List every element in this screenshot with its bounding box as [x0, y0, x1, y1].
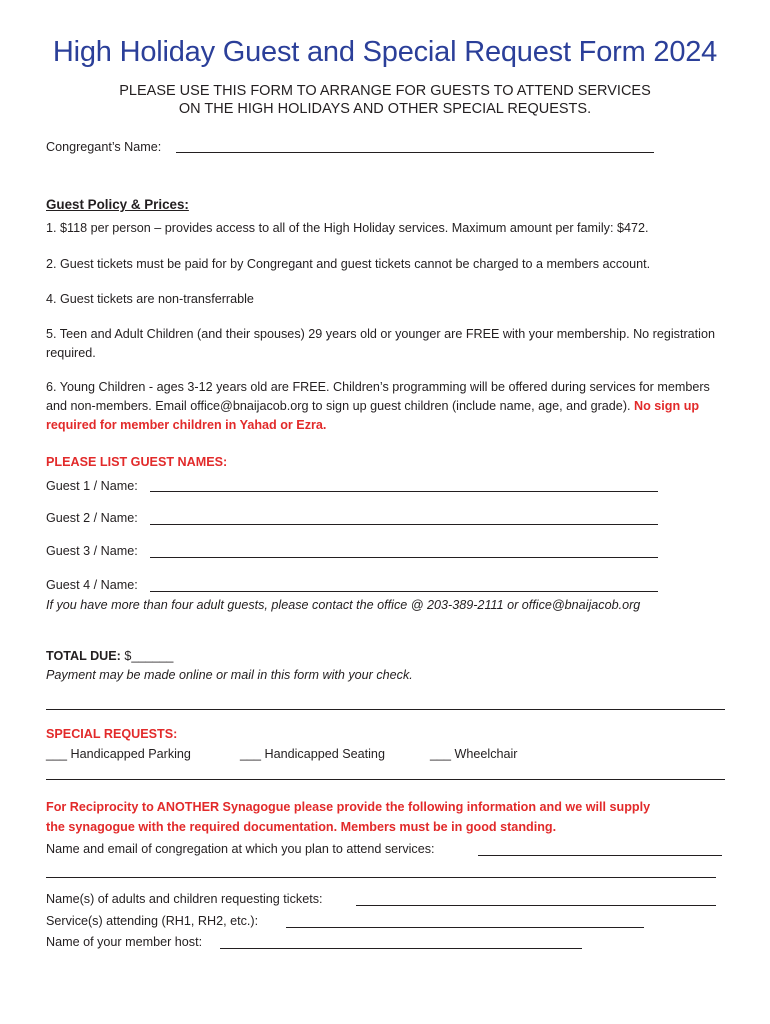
policy-item-2: 2. Guest tickets must be paid for by Congregant and guest tickets cannot be charged to a members account.	[46, 257, 651, 271]
policy-item-6-text: 6. Young Children - ages 3-12 years old are FREE. Children’s programming will be offered during services for members and non-members. Email office@bnaijacob.org to sign up guest children (include name, age, and grade).	[46, 380, 710, 413]
reciprocity-line-2: the synagogue with the required documentation. Members must be in good standing.	[46, 820, 557, 834]
policy-item-4: 4. Guest tickets are non-transferrable	[46, 292, 254, 306]
member-host-label: Name of your member host:	[46, 935, 203, 949]
guest-4-label: Guest 4 / Name:	[46, 578, 138, 592]
reciprocity-line-1: For Reciprocity to ANOTHER Synagogue please provide the following information and we will supply	[46, 800, 651, 814]
congregation-field[interactable]	[478, 855, 722, 856]
guest-2-field[interactable]	[150, 524, 658, 525]
guest-names-heading: PLEASE LIST GUEST NAMES:	[46, 455, 228, 469]
guest-3-field[interactable]	[150, 557, 658, 558]
policy-item-1: 1. $118 per person – provides access to all of the High Holiday services. Maximum amount per family: $472.	[46, 221, 649, 235]
option-handicapped-parking[interactable]: ___ Handicapped Parking	[46, 747, 191, 761]
policy-item-5: 5. Teen and Adult Children (and their spouses) 29 years old or younger are FREE with your membership. No registration required.	[46, 327, 715, 360]
option-wheelchair[interactable]: ___ Wheelchair	[430, 747, 518, 761]
special-requests-heading: SPECIAL REQUESTS:	[46, 727, 178, 741]
form-subtitle	[0, 82, 770, 118]
form-title: High Holiday Guest and Special Request Form 2024	[52, 36, 718, 68]
congregation-field-continued[interactable]	[46, 877, 716, 878]
guest-1-field[interactable]	[150, 491, 658, 492]
member-host-field[interactable]	[220, 948, 582, 949]
guest-2-label: Guest 2 / Name:	[46, 511, 138, 525]
option-handicapped-seating[interactable]: ___ Handicapped Seating	[240, 747, 385, 761]
guest-1-label: Guest 1 / Name:	[46, 479, 138, 493]
subtitle-line-1: PLEASE USE THIS FORM TO ARRANGE FOR GUESTS TO ATTEND SERVICES	[119, 83, 651, 99]
guest-3-label: Guest 3 / Name:	[46, 544, 138, 558]
total-due	[46, 647, 173, 666]
ticket-holders-label: Name(s) of adults and children requesting tickets:	[46, 892, 323, 906]
divider	[46, 709, 725, 710]
congregant-name-field[interactable]	[176, 152, 654, 153]
policy-item-6	[46, 378, 726, 435]
guest-4-field[interactable]	[150, 591, 658, 592]
ticket-holders-field[interactable]	[356, 905, 716, 906]
extra-guests-note: If you have more than four adult guests, please contact the office @ 203-389-2111 or office@bnaijacob.org	[46, 598, 641, 612]
policy-heading: Guest Policy & Prices:	[46, 197, 189, 212]
congregant-name-label: Congregant’s Name:	[46, 140, 162, 154]
total-due-value[interactable]: $______	[124, 649, 174, 663]
total-due-label: TOTAL DUE:	[46, 649, 121, 663]
congregation-question-label: Name and email of congregation at which you plan to attend services:	[46, 842, 435, 856]
subtitle-line-2: ON THE HIGH HOLIDAYS AND OTHER SPECIAL REQUESTS.	[178, 101, 592, 117]
services-attending-field[interactable]	[286, 927, 644, 928]
payment-note: Payment may be made online or mail in this form with your check.	[46, 668, 413, 682]
divider	[46, 779, 725, 780]
policy-item-6-red-note: No sign up required for member children in Yahad or Ezra.	[46, 399, 700, 432]
services-attending-label: Service(s) attending (RH1, RH2, etc.):	[46, 914, 259, 928]
